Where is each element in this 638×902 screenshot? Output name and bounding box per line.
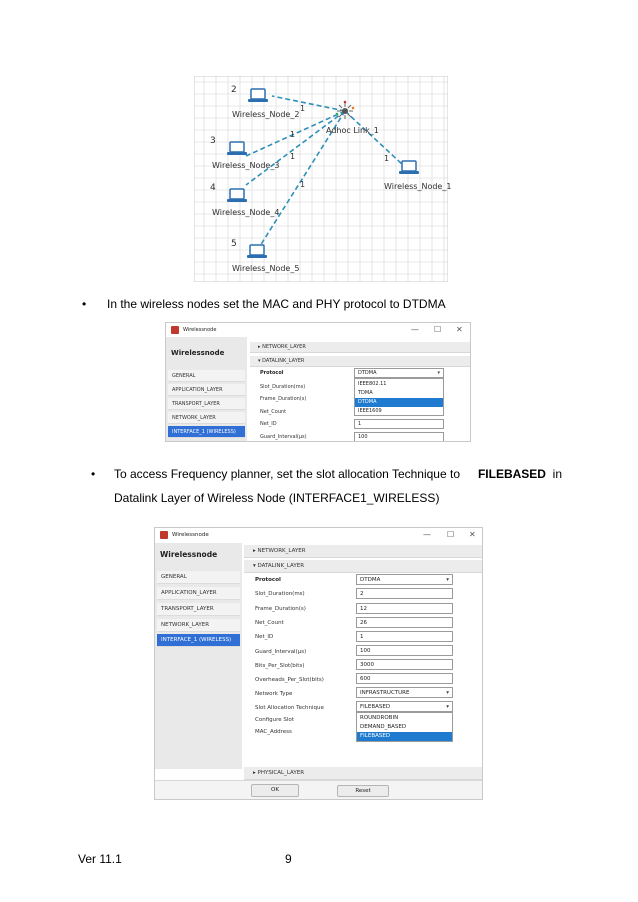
frame-duration-input[interactable]: 12 [356, 603, 453, 614]
node-number: 3 [210, 136, 216, 146]
guard-interval-input[interactable]: 100 [354, 432, 444, 442]
frame-duration-label: Frame_Duration(s) [260, 396, 307, 402]
app-icon [160, 531, 168, 539]
dropdown-option[interactable]: TDMA [358, 390, 373, 396]
dialog-footer [155, 780, 482, 800]
protocol-select[interactable] [356, 574, 453, 585]
dropdown-option[interactable]: DEMAND_BASED [360, 724, 407, 730]
title-bar [155, 528, 482, 543]
net-id-input[interactable]: 1 [354, 419, 444, 429]
node-label: Wireless_Node_5 [232, 264, 300, 273]
slot-duration-label: Slot_Duration(ms) [260, 384, 306, 390]
sidebar-title: Wirelessnode [160, 550, 218, 559]
laptop-icon-node-2[interactable] [248, 89, 268, 102]
guard-interval-input[interactable]: 100 [356, 645, 453, 656]
node-number: 2 [231, 85, 237, 95]
minimize-icon[interactable]: — [411, 325, 419, 334]
net-count-input[interactable]: 26 [356, 617, 453, 628]
instruction-paragraph [114, 462, 562, 510]
guard-interval-label: Guard_Interval(µs) [260, 434, 307, 440]
protocol-dropdown-list [354, 378, 444, 416]
section-network-layer[interactable]: ▸ NETWORK_LAYER [250, 342, 471, 353]
dropdown-option-selected[interactable]: DTDMA [355, 398, 443, 407]
instruction-line-1 [114, 462, 562, 486]
bullet-dot: • [82, 297, 87, 311]
guard-interval-label: Guard_Interval(µs) [255, 649, 307, 655]
sidebar [166, 337, 247, 441]
node-number: 4 [210, 183, 216, 193]
section-network-layer[interactable]: ▸ NETWORK_LAYER [244, 545, 483, 558]
close-icon[interactable]: ✕ [456, 325, 463, 334]
sidebar-item-general[interactable]: GENERAL [157, 571, 240, 584]
chevron-down-icon: ▾ [446, 704, 449, 710]
node-label: Wireless_Node_4 [212, 208, 280, 217]
instruction-line-1-prefix: To access Frequency planner, set the slot allocation Technique to [114, 467, 460, 481]
sidebar-item-application-layer[interactable]: APPLICATION_LAYER [168, 384, 245, 396]
chevron-down-icon: ▾ [446, 690, 449, 696]
close-icon[interactable]: ✕ [469, 530, 476, 539]
chevron-down-icon: ▾ [446, 577, 449, 583]
minimize-icon[interactable]: — [423, 530, 431, 539]
section-datalink-layer[interactable]: ▾ DATALINK_LAYER [250, 356, 471, 367]
network-type-value: INFRASTRUCTURE [360, 690, 410, 696]
node-number: 5 [231, 239, 237, 249]
bits-per-slot-input[interactable]: 3000 [356, 659, 453, 670]
protocol-select[interactable] [354, 368, 444, 378]
protocol-label: Protocol [255, 577, 281, 583]
net-id-label: Net_ID [255, 634, 274, 640]
sidebar-item-interface-1[interactable]: INTERFACE_1 (WIRELESS) [157, 634, 240, 647]
node-label: Wireless_Node_1 [384, 182, 452, 191]
slot-allocation-value: FILEBASED [360, 704, 391, 710]
reset-button[interactable]: Reset [337, 785, 389, 797]
bits-per-slot-label: Bits_Per_Slot(bits) [255, 663, 305, 669]
instruction-line-2: Datalink Layer of Wireless Node (INTERFACE1_WIRELESS) [114, 491, 440, 505]
instruction-line-1-tail [478, 462, 562, 486]
link-label: 1 [290, 130, 296, 139]
wirelessnode-dialog-protocol [165, 322, 471, 442]
protocol-value: DTDMA [360, 577, 381, 583]
hub-label: Adhoc Link_1 [326, 126, 379, 135]
bullet-dot: • [91, 467, 96, 481]
slot-duration-label: Slot_Duration(ms) [255, 591, 305, 597]
net-id-input[interactable]: 1 [356, 631, 453, 642]
sidebar-item-transport-layer[interactable]: TRANSPORT_LAYER [157, 603, 240, 616]
window-title: Wirelessnode [172, 532, 209, 538]
sidebar-item-transport-layer[interactable]: TRANSPORT_LAYER [168, 398, 245, 410]
sidebar-item-application-layer[interactable]: APPLICATION_LAYER [157, 587, 240, 600]
link-label: 1 [384, 154, 390, 163]
dropdown-option[interactable]: ROUNDROBIN [360, 715, 399, 721]
maximize-icon[interactable]: ☐ [447, 530, 455, 539]
topology-canvas [194, 76, 448, 282]
chevron-down-icon: ▾ [437, 370, 440, 376]
node-label: Wireless_Node_3 [212, 161, 280, 170]
wirelessnode-dialog-slot-allocation [154, 527, 483, 800]
network-type-label: Network Type [255, 691, 293, 697]
laptop-icon-node-5[interactable] [247, 245, 267, 258]
sidebar-title: Wirelessnode [171, 349, 225, 357]
sidebar [155, 543, 242, 769]
link-label: 1 [290, 152, 296, 161]
slot-allocation-select[interactable] [356, 701, 453, 712]
dropdown-option[interactable]: IEEE1609 [358, 408, 382, 414]
ok-button[interactable]: OK [251, 784, 299, 797]
sidebar-item-network-layer[interactable]: NETWORK_LAYER [157, 619, 240, 632]
version-text: Ver 11.1 [78, 852, 122, 866]
configure-slot-label: Configure Slot [255, 717, 294, 723]
section-physical-layer[interactable]: ▸ PHYSICAL_LAYER [244, 767, 483, 780]
sidebar-item-network-layer[interactable]: NETWORK_LAYER [168, 412, 245, 424]
net-count-label: Net_Count [255, 620, 284, 626]
link-label: 1 [300, 180, 306, 189]
network-type-select[interactable] [356, 687, 453, 698]
maximize-icon[interactable]: ☐ [434, 325, 442, 334]
laptop-icon-node-4[interactable] [227, 189, 247, 202]
node-label: Wireless_Node_2 [232, 110, 300, 119]
link-label: 1 [300, 104, 306, 113]
filebased-keyword: FILEBASED [477, 467, 546, 481]
network-topology-figure [194, 76, 452, 282]
section-datalink-layer[interactable]: ▾ DATALINK_LAYER [244, 560, 483, 573]
title-bar [166, 323, 470, 337]
instruction-line-1-suffix: in [552, 467, 562, 481]
slot-allocation-label: Slot Allocation Technique [255, 705, 324, 711]
dropdown-option-selected[interactable]: FILEBASED [357, 732, 452, 741]
frame-duration-label: Frame_Duration(s) [255, 606, 306, 612]
overheads-per-slot-label: Overheads_Per_Slot(bits) [255, 677, 324, 683]
protocol-label: Protocol [260, 370, 284, 376]
mac-address-label: MAC_Address [255, 729, 292, 735]
sidebar-item-interface-1[interactable]: INTERFACE_1 (WIRELESS) [168, 426, 245, 438]
laptop-icon-node-1[interactable] [399, 161, 419, 174]
instruction-text: In the wireless nodes set the MAC and PHY protocol to DTDMA [107, 297, 446, 311]
net-id-label: Net_ID [260, 421, 277, 427]
app-icon [171, 326, 179, 334]
sidebar-item-general[interactable]: GENERAL [168, 370, 245, 382]
overheads-per-slot-input[interactable]: 600 [356, 673, 453, 684]
dropdown-option[interactable]: IEEE802.11 [358, 381, 387, 387]
page-number: 9 [285, 852, 292, 866]
slot-allocation-dropdown-list [356, 712, 453, 742]
window-title: Wirelessnode [183, 327, 217, 333]
slot-duration-input[interactable]: 2 [356, 588, 453, 599]
laptop-icon-node-3[interactable] [227, 142, 247, 155]
protocol-value: DTDMA [358, 370, 377, 376]
net-count-label: Net_Count [260, 409, 287, 415]
